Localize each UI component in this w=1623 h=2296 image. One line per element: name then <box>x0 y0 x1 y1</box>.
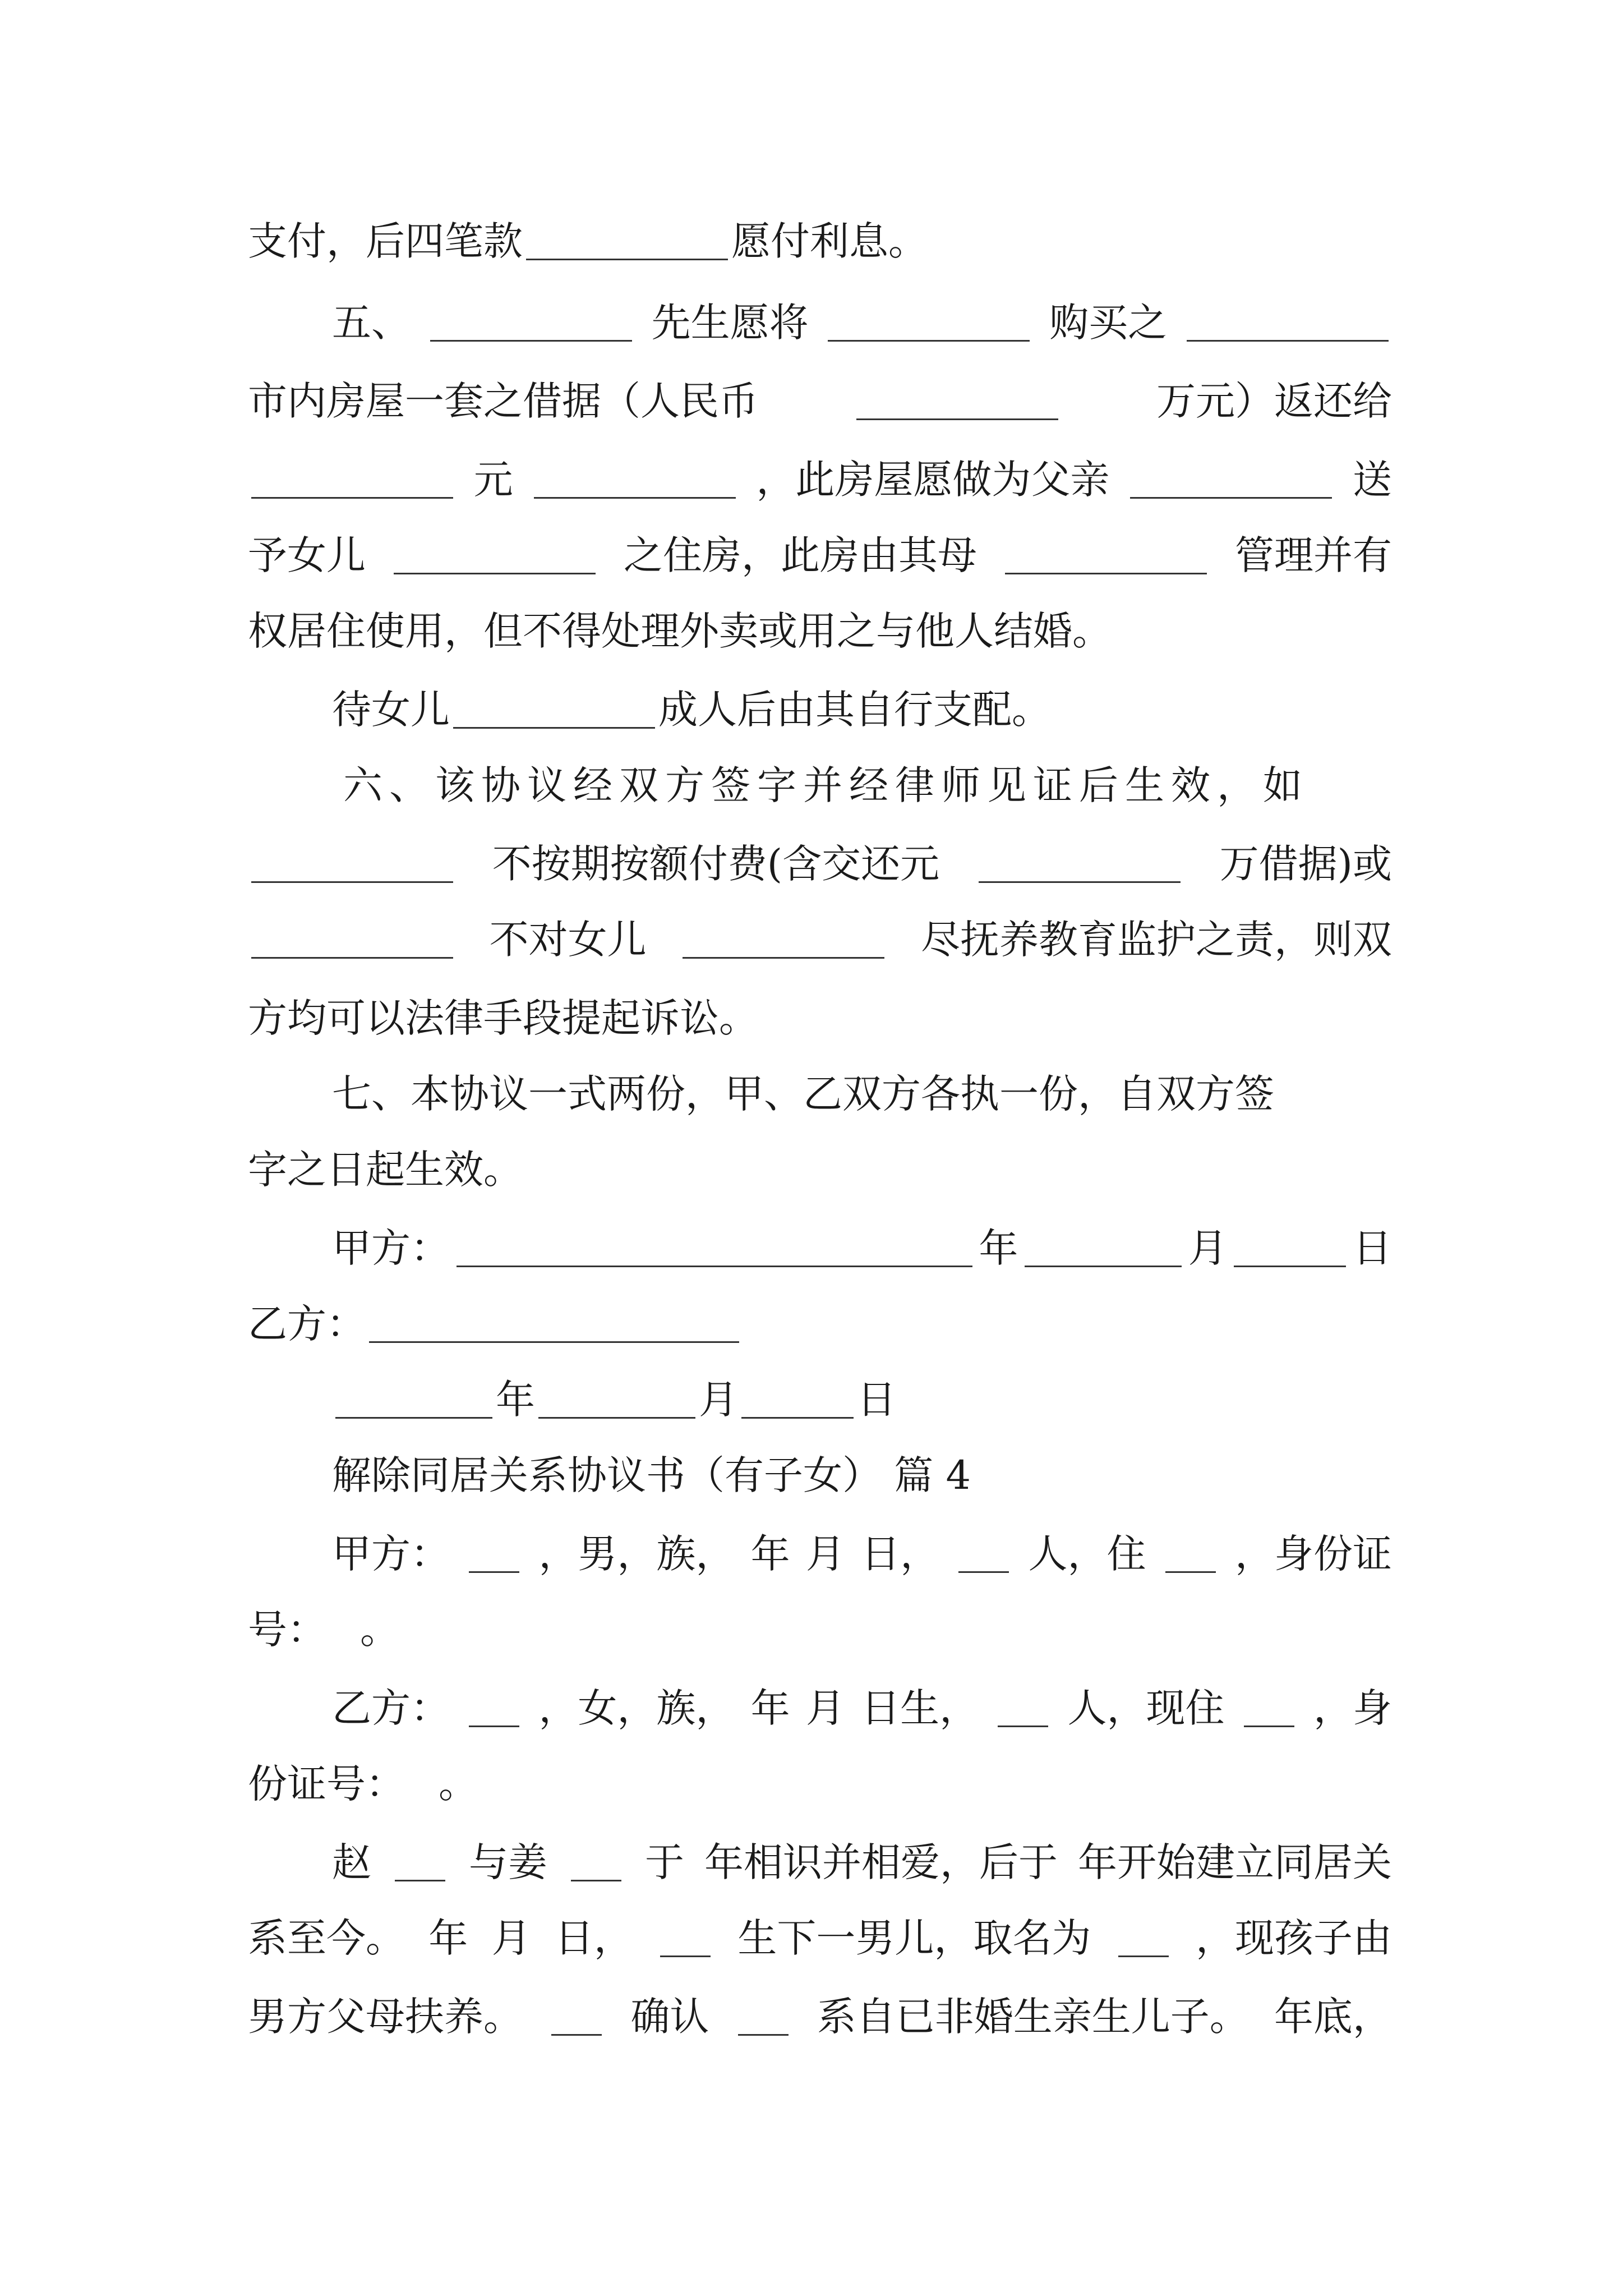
text-segment: 管理并有 <box>1235 532 1392 578</box>
date-blank <box>538 1378 695 1419</box>
text-segment: 。 <box>360 1607 399 1653</box>
fill-blank <box>1130 458 1332 499</box>
text-segment: 日 <box>1352 1225 1392 1271</box>
date-blank <box>335 1378 492 1419</box>
text-segment: 月 <box>1188 1225 1228 1271</box>
section-heading <box>248 1444 1392 1506</box>
text-segment: 年相识并相爱，后于 <box>704 1839 1058 1885</box>
text-segment: 成人后由其自行支配。 <box>658 687 1051 733</box>
text-segment: 年 <box>750 1531 790 1577</box>
text-segment: 。 <box>439 1761 478 1807</box>
signature-blank <box>369 1302 739 1343</box>
text-segment: 份证号： <box>248 1761 405 1807</box>
fill-blank <box>526 219 728 260</box>
text-segment: 年 <box>979 1225 1018 1271</box>
text-segment: 七、本协议一式两份，甲、乙双方各执一份，自双方签 <box>332 1071 1274 1117</box>
text-segment: 待女儿 <box>332 687 450 733</box>
text-segment: ，现孩子由 <box>1195 1915 1392 1961</box>
text-segment: 男方父母扶养。 <box>248 1994 523 2040</box>
text-segment: 赵 <box>332 1839 371 1885</box>
text-line <box>248 679 1392 740</box>
text-segment: ，男，族， <box>538 1531 735 1577</box>
text-segment: 乙方： <box>248 1301 366 1347</box>
date-blank <box>741 1378 854 1419</box>
text-line <box>248 370 1392 432</box>
text-line <box>248 1753 1392 1815</box>
text-segment: 与姜 <box>469 1839 547 1885</box>
fill-blank <box>856 379 1058 420</box>
text-segment: 万元）返还给 <box>1156 378 1392 424</box>
text-segment: 月 <box>699 1377 738 1423</box>
text-segment: 系自已非婚生亲生儿子。 <box>817 1994 1249 2040</box>
fill-blank <box>1244 1686 1294 1727</box>
date-line <box>248 1369 1392 1430</box>
text-segment: 月 <box>805 1685 845 1731</box>
text-segment: 购买之 <box>1049 300 1168 346</box>
text-segment: 月 <box>491 1915 531 1961</box>
fill-blank <box>395 1841 445 1881</box>
fill-blank <box>1165 1532 1216 1573</box>
fill-blank <box>469 1686 519 1727</box>
fill-blank <box>534 458 736 499</box>
text-segment: 予女儿 <box>248 532 366 578</box>
text-segment: 解除同居关系协议书（有子女） 篇 4 <box>332 1452 971 1498</box>
fill-blank <box>251 918 453 959</box>
text-segment: ，身 <box>1313 1685 1392 1731</box>
text-line <box>248 524 1392 586</box>
text-segment: 元 <box>473 457 513 503</box>
fill-blank <box>394 533 596 574</box>
text-segment: 送 <box>1352 457 1392 503</box>
text-line <box>248 909 1392 970</box>
text-segment: 先生愿将 <box>651 300 809 346</box>
text-segment: 系至今。 <box>248 1915 405 1961</box>
text-segment: 于 <box>645 1839 684 1885</box>
text-segment: 六、该协议经双方签字并经律师见证后生效，如 <box>343 762 1309 808</box>
text-line <box>248 1907 1392 1969</box>
text-line <box>248 1832 1392 1893</box>
date-blank <box>1234 1226 1346 1267</box>
fill-blank <box>958 1532 1009 1573</box>
fill-blank <box>828 301 1030 342</box>
fill-blank <box>1118 1916 1169 1957</box>
fill-blank <box>683 918 884 959</box>
text-segment: 日， <box>554 1915 633 1961</box>
fill-blank <box>660 1916 711 1957</box>
text-segment: 年 <box>428 1915 468 1961</box>
text-segment: ，身份证 <box>1234 1531 1392 1577</box>
text-segment: 权居住使用，但不得处理外卖或用之与他人结婚。 <box>248 608 1112 654</box>
fill-blank <box>551 1995 602 2036</box>
text-segment: 年 <box>750 1685 790 1731</box>
text-segment: 之住房，此房由其母 <box>624 532 977 578</box>
fill-blank <box>1187 301 1389 342</box>
text-line <box>248 600 1392 662</box>
text-segment: 愿付利息。 <box>731 218 928 264</box>
text-line <box>248 1677 1392 1739</box>
fill-blank <box>469 1532 519 1573</box>
text-segment: 尽抚养教育监护之责，则双 <box>920 917 1392 963</box>
text-segment: 五、 <box>332 300 411 346</box>
fill-blank <box>998 1686 1048 1727</box>
text-line <box>248 449 1392 510</box>
text-segment: ，女，族， <box>538 1685 735 1731</box>
text-segment: 生下一男儿，取名为 <box>737 1915 1091 1961</box>
text-segment: 日生， <box>861 1685 979 1731</box>
text-segment: 月 <box>805 1531 845 1577</box>
text-segment: 支付，后四笔款 <box>248 218 523 264</box>
text-segment: 人，现住 <box>1067 1685 1225 1731</box>
text-segment: 字之日起生效。 <box>248 1147 523 1193</box>
fill-blank <box>979 842 1181 883</box>
fill-blank <box>430 301 632 342</box>
text-line <box>248 1599 1392 1660</box>
fill-blank <box>571 1841 621 1881</box>
text-segment: 方均可以法律手段提起诉讼。 <box>248 995 758 1041</box>
fill-blank <box>1005 533 1207 574</box>
text-line <box>248 1139 1392 1200</box>
fill-blank <box>251 842 453 883</box>
text-line <box>248 210 1392 272</box>
text-segment: 日 <box>857 1377 896 1423</box>
text-segment: ，此房屋愿做为父亲 <box>756 457 1110 503</box>
signature-blank <box>457 1226 972 1267</box>
text-segment: 万借据)或 <box>1219 841 1392 887</box>
text-line <box>248 754 1392 816</box>
fill-blank <box>738 1995 789 2036</box>
text-segment: 甲方： <box>332 1225 450 1271</box>
text-segment: 乙方： <box>332 1685 450 1731</box>
text-segment: 人，住 <box>1028 1531 1146 1577</box>
text-segment: 年开始建立同居关 <box>1078 1839 1392 1885</box>
text-segment: 年底， <box>1274 1994 1392 2040</box>
date-blank <box>1025 1226 1182 1267</box>
text-line <box>248 833 1392 895</box>
fill-blank <box>251 458 453 499</box>
text-segment: 年 <box>496 1377 535 1423</box>
party-a-signature-line <box>248 1217 1392 1279</box>
fill-blank <box>453 688 655 729</box>
text-segment: 号： <box>248 1607 326 1653</box>
text-segment: 甲方： <box>332 1531 450 1577</box>
text-line <box>248 1523 1392 1585</box>
text-line <box>248 1986 1392 2047</box>
text-segment: 不按期按额付费(含交还元 <box>492 841 940 887</box>
text-segment: 日， <box>861 1531 940 1577</box>
text-line <box>248 1063 1392 1125</box>
text-segment: 市内房屋一套之借据（人民币 <box>248 378 758 424</box>
party-b-signature-line <box>248 1293 1392 1355</box>
text-line <box>248 987 1392 1049</box>
text-segment: 不对女儿 <box>489 917 647 963</box>
text-segment: 确认 <box>630 1994 709 2040</box>
text-line <box>248 292 1392 353</box>
